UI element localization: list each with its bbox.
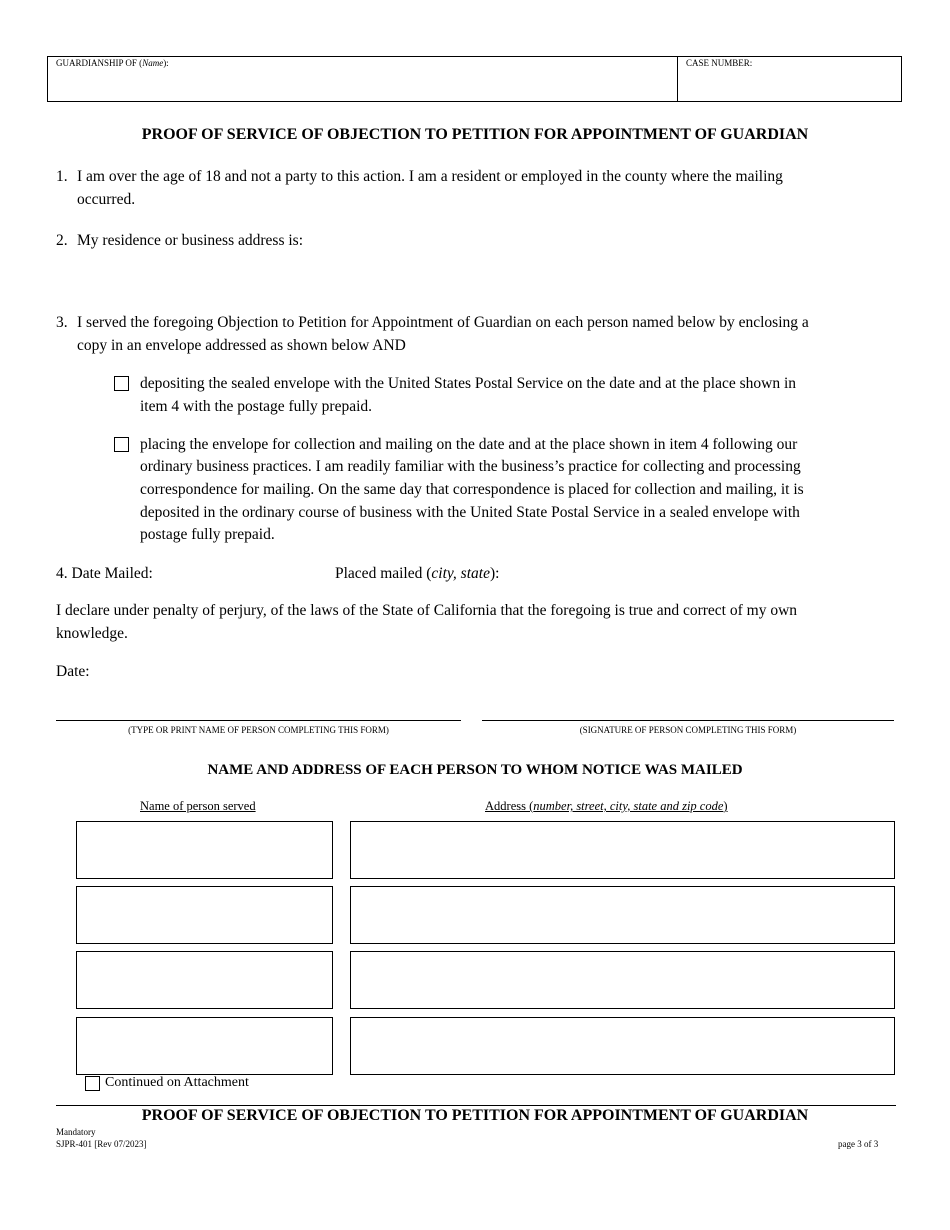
continued-attachment-label: Continued on Attachment xyxy=(105,1075,249,1090)
option-b-line-2: ordinary business practices. I am readily familiar with the business’s practice for collecting and processing xyxy=(140,458,801,475)
option-b-line-4: deposited in the ordinary course of business with the United State Postal Service in a sealed envelope with xyxy=(140,504,800,521)
served-name-field-4[interactable] xyxy=(76,1017,333,1075)
address-column-header: Address (number, street, city, state and zip code) xyxy=(485,799,728,813)
printed-name-field[interactable] xyxy=(56,694,461,720)
declaration-line-1: I declare under penalty of perjury, of the laws of the State of California that the foregoing is true and correct of my own xyxy=(56,602,798,619)
option-a-line-1: depositing the sealed envelope with the United States Postal Service on the date and at the place shown in xyxy=(140,375,796,392)
item-2-number: 2. xyxy=(56,232,68,249)
name-column-header: Name of person served xyxy=(140,799,256,813)
item-3-number: 3. xyxy=(56,314,68,331)
printed-name-line xyxy=(56,720,461,721)
served-name-field-3[interactable] xyxy=(76,951,333,1009)
footer-title: PROOF OF SERVICE OF OBJECTION TO PETITION FOR APPOINTMENT OF GUARDIAN xyxy=(141,1107,809,1124)
item-1-line-1: I am over the age of 18 and not a party to this action. I am a resident or employed in the county where the mailing xyxy=(77,168,783,185)
item-3-line-1: I served the foregoing Objection to Petition for Appointment of Guardian on each person named below by enclosing a xyxy=(77,314,809,331)
place-mailed-field[interactable] xyxy=(520,563,890,585)
served-address-field-1[interactable] xyxy=(350,821,895,879)
printed-name-caption: (TYPE OR PRINT NAME OF PERSON COMPLETING THIS FORM) xyxy=(128,725,389,735)
item-3-line-2: copy in an envelope addressed as shown below AND xyxy=(77,337,406,354)
option-b-line-5: postage fully prepaid. xyxy=(140,526,275,543)
case-number-label: CASE NUMBER: xyxy=(686,58,753,68)
guardianship-label: GUARDIANSHIP OF (Name): xyxy=(56,58,169,68)
served-name-field-1[interactable] xyxy=(76,821,333,879)
served-address-field-4[interactable] xyxy=(350,1017,895,1075)
guardianship-name-field[interactable] xyxy=(52,72,672,98)
date-mailed-label: 4. Date Mailed: xyxy=(56,565,153,582)
signature-caption: (SIGNATURE OF PERSON COMPLETING THIS FORM) xyxy=(579,725,797,735)
served-name-field-2[interactable] xyxy=(76,886,333,944)
case-number-field[interactable] xyxy=(682,72,897,98)
item-2-text: My residence or business address is: xyxy=(77,232,303,249)
footer-form-id: SJPR-401 [Rev 07/2023] xyxy=(56,1139,147,1149)
date-field[interactable] xyxy=(100,661,400,683)
declaration-line-2: knowledge. xyxy=(56,625,128,642)
address-field[interactable] xyxy=(77,256,887,302)
caption-divider xyxy=(677,56,678,102)
service-table-heading: NAME AND ADDRESS OF EACH PERSON TO WHOM NOTICE WAS MAILED xyxy=(207,762,743,778)
business-practice-checkbox[interactable] xyxy=(114,437,129,452)
footer-page-number: page 3 of 3 xyxy=(838,1139,879,1149)
place-mailed-label: Placed mailed (city, state): xyxy=(335,565,500,582)
option-b-line-3: correspondence for mailing. On the same day that correspondence is placed for collection and mailing, it is xyxy=(140,481,804,498)
served-address-field-3[interactable] xyxy=(350,951,895,1009)
option-b-line-1: placing the envelope for collection and mailing on the date and at the place shown in item 4 following our xyxy=(140,436,798,453)
item-1-line-2: occurred. xyxy=(77,191,136,208)
footer-rule xyxy=(56,1105,896,1106)
footer-mandatory: Mandatory xyxy=(56,1127,96,1137)
postal-service-checkbox[interactable] xyxy=(114,376,129,391)
date-label: Date: xyxy=(56,663,90,680)
signature-field[interactable] xyxy=(482,694,894,720)
form-title: PROOF OF SERVICE OF OBJECTION TO PETITION FOR APPOINTMENT OF GUARDIAN xyxy=(141,126,809,143)
item-1-number: 1. xyxy=(56,168,68,185)
served-address-field-2[interactable] xyxy=(350,886,895,944)
date-mailed-field[interactable] xyxy=(166,563,326,585)
option-a-line-2: item 4 with the postage fully prepaid. xyxy=(140,398,373,415)
continued-attachment-checkbox[interactable] xyxy=(85,1076,100,1091)
signature-line xyxy=(482,720,894,721)
